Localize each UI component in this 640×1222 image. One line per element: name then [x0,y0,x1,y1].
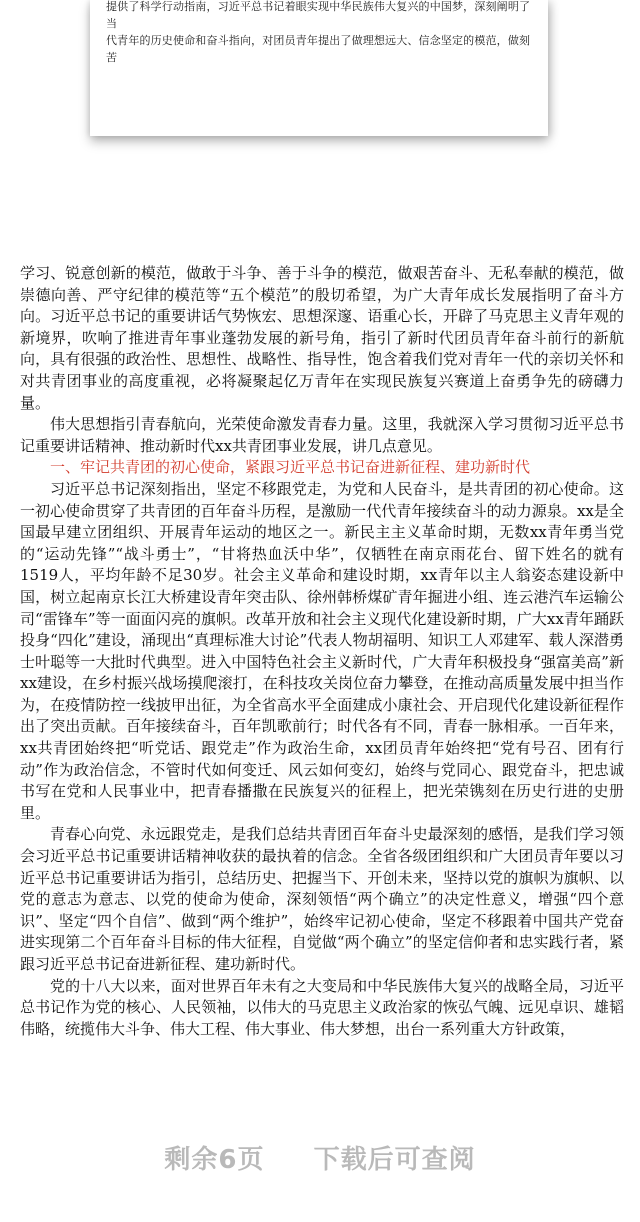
article-paragraph: 习近平总书记深刻指出，坚定不移跟党走，为党和人民奋斗，是共青团的初心使命。这一初心使命贯穿了共青团的百年奋斗历程，是激励一代代青年接续奋斗的动力源泉。xx是全国最早建立团组织、开展青年运动的地区之一。新民主主义革命时期，无数xx青年勇当党的“运动先锋”“战斗勇士”，“甘将热血沃中华”，仅牺牲在南京雨花台、留下姓名的就有1519人，平均年龄不足30岁。社会主义革命和建设时期，xx青年以主人翁姿态建设新中国，树立起南京长江大桥建设青年突击队、徐州韩桥煤矿青年掘进小组、连云港汽车运输公司“雷锋车”等一面面闪亮的旗帜。改革开放和社会主义现代化建设新时期，广大xx青年踊跃投身“四化”建设，涌现出“真理标准大讨论”代表人物胡福明、知识工人邓建军、载人深潜勇士叶聪等一大批时代典型。进入中国特色社会主义新时代，广大青年积极投身“强富美高”新xx建设，在乡村振兴战场摸爬滚打，在科技攻关岗位奋力攀登，在推动高质量发展中担当作为，在疫情防控一线披甲出征，为全省高水平全面建成小康社会、开启现代化建设新征程作出了突出贡献。百年接续奋斗，百年凯歌前行；时代各有不同，青春一脉相承。一百年来，xx共青团始终把“听党话、跟党走”作为政治生命，xx团员青年始终把“党有号召、团有行动”作为政治信念，不管时代如何变迁、风云如何变幻，始终与党同心、跟党奋斗，把忠诚书写在党和人民事业中，把青春播撒在民族复兴的征程上，把光荣镌刻在历史行进的史册里。 [20,479,624,822]
article-paragraph: 青春心向党、永远跟党走，是我们总结共青团百年奋斗史最深刻的感悟，是我们学习领会习近平总书记重要讲话精神收获的最执着的信念。全省各级团组织和广大团员青年要以习近平总书记重要讲话为指引，总结历史、把握当下、开创未来，坚持以党的旗帜为旗帜、以党的意志为意志、以党的使命为使命，深刻领悟“两个确立”的决定性意义，增强“四个意识”、坚定“四个自信”、做到“两个维护”，始终牢记初心使命，坚定不移跟着中国共产党奋进实现第二个百年奋斗目标的伟大征程，自觉做“两个确立”的坚定信仰者和忠实践行者，紧跟习近平总书记奋进新征程、建功新时代。 [20,825,624,973]
preview-page-card [90,0,548,136]
article-paragraph: 党的十八大以来，面对世界百年未有之大变局和中华民族伟大复兴的战略全局，习近平总书记作为党的核心、人民领袖，以伟大的马克思主义政治家的恢弘气魄、远见卓识、雄韬伟略，统揽伟大斗争、伟大工程、伟大事业、伟大梦想，出台一系列重大方针政策， [20,976,624,1038]
article-paragraph: 伟大思想指引青春航向，光荣使命激发青春力量。这里，我就深入学习贯彻习近平总书记重要讲话精神、推动新时代xx共青团事业发展，讲几点意见。 [20,415,624,455]
preview-top-area [0,0,640,185]
remaining-pages-label[interactable]: 剩余6页 [164,1145,265,1175]
preview-card-line: 代青年的历史使命和奋斗指向，对团员青年提出了做理想远大、信念坚定的模范，做刻苦 [106,34,530,64]
download-prompt[interactable] [0,1130,640,1190]
article-paragraph: 学习、锐意创新的模范，做敢于斗争、善于斗争的模范，做艰苦奋斗、无私奉献的模范，做崇德向善、严守纪律的模范等“五个模范”的殷切希望，为广大青年成长发展指明了奋斗方向。习近平总书记的重要讲话气势恢宏、思想深邃、语重心长，开辟了马克思主义青年观的新境界，吹响了推进青年事业蓬勃发展的新号角，指引了新时代团员青年奋斗前行的新航向，具有很强的政治性、思想性、战略性、指导性，饱含着我们党对青年一代的亲切关怀和对共青团事业的高度重视，必将凝聚起亿万青年在实现民族复兴赛道上奋勇争先的磅礴力量。 [20,264,624,412]
article-body [20,263,624,1040]
preview-card-line: 提供了科学行动指南，习近平总书记着眼实现中华民族伟大复兴的中国梦，深刻阐明了当 [106,0,530,30]
section-heading: 一、牢记共青团的初心使命，紧跟习近平总书记奋进新征程、建功新时代 [50,458,531,477]
download-to-read-label[interactable]: 下载后可查阅 [313,1145,476,1175]
preview-card-text [106,0,530,66]
